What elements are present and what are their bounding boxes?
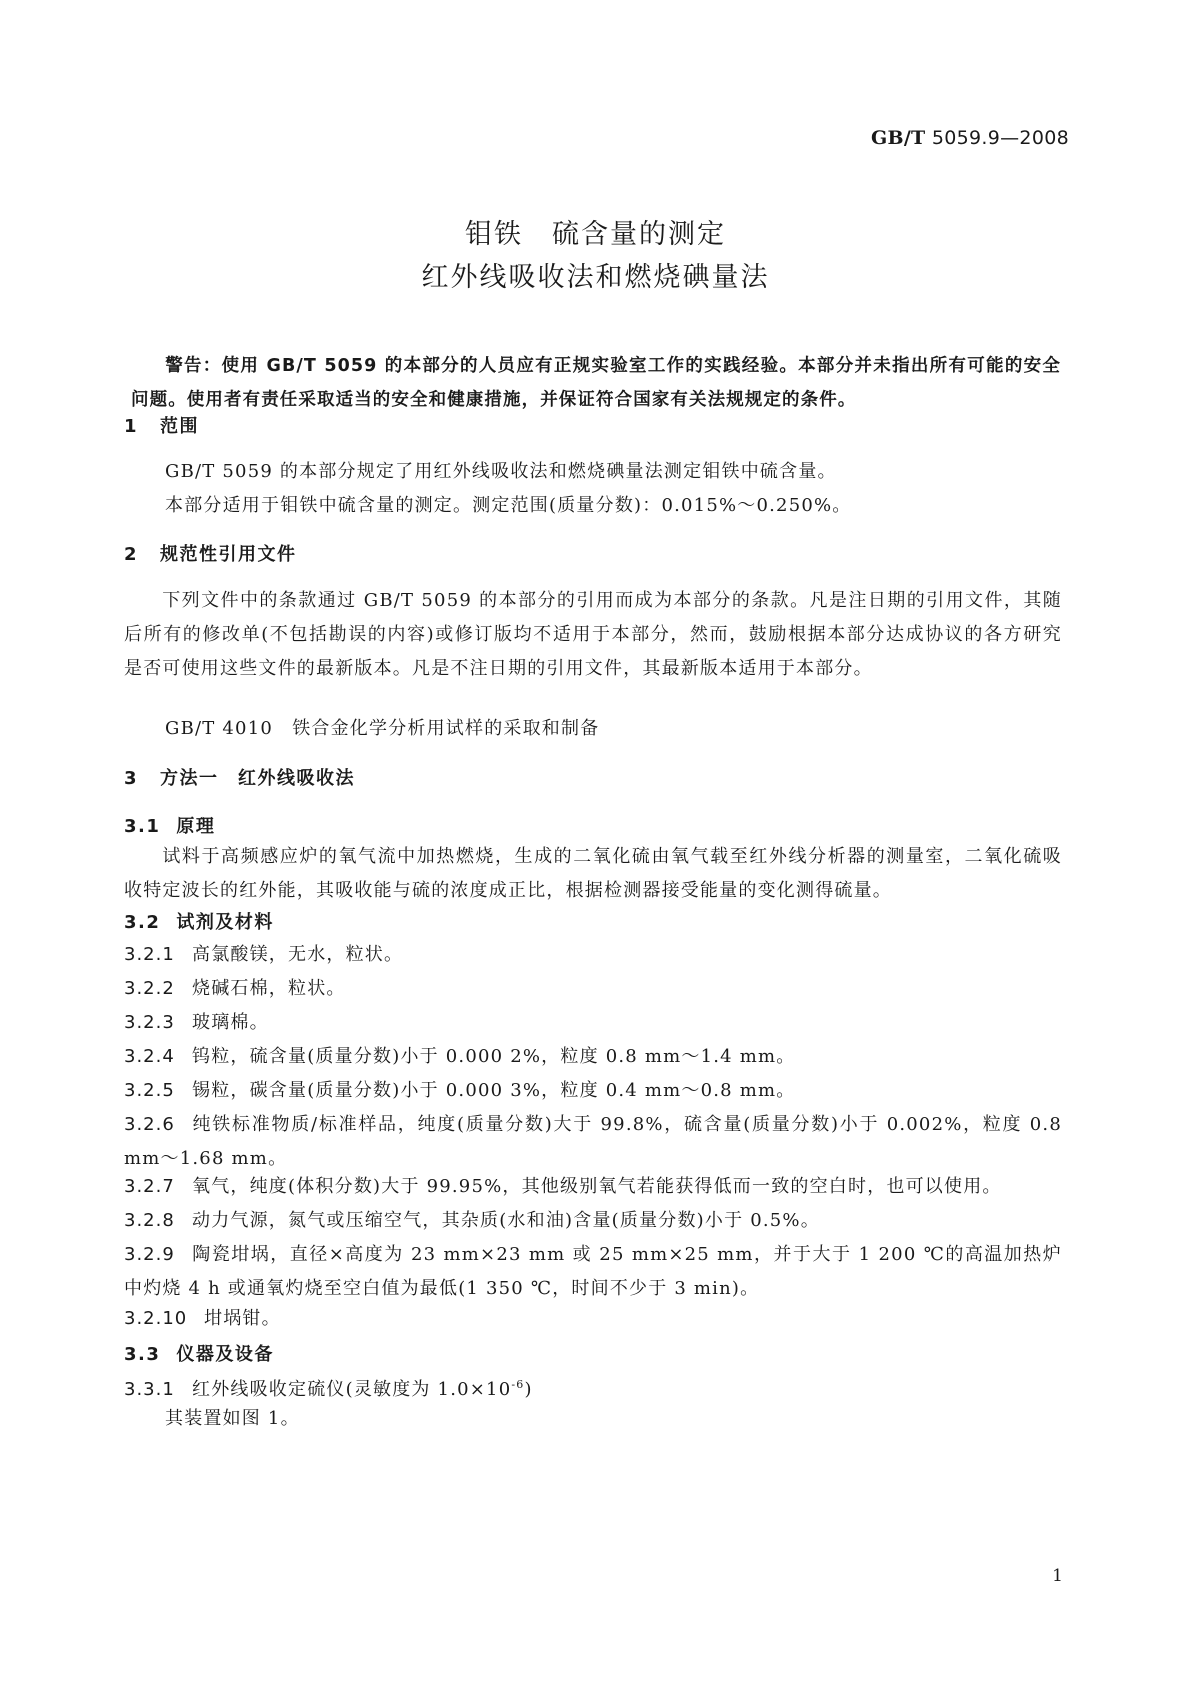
list-item (124, 1238, 1062, 1306)
list-item (124, 1006, 269, 1040)
subsection-3-3-heading (124, 1340, 274, 1366)
section-title: 方法一 红外线吸收法 (160, 768, 356, 789)
normative-reference: GB/T 4010 铁合金化学分析用试样的采取和制备 (165, 718, 600, 739)
page-number: 1 (1052, 1566, 1063, 1586)
item-text: 钨粒，硫含量(质量分数)小于 0.000 2%，粒度 0.8 mm～1.4 mm。 (192, 1046, 796, 1067)
item-text: 玻璃棉。 (192, 1012, 269, 1033)
item-number: 3.2.4 (124, 1046, 175, 1067)
item-text: 陶瓷坩埚，直径×高度为 23 mm×23 mm 或 25 mm×25 mm，并于大于 1 200 ℃的高温加热炉中灼烧 4 h 或通氧灼烧至空白值为最低(1 350 ℃，时间不少于 3 min)。 (124, 1244, 1062, 1299)
warning-text: 警告：使用 GB/T 5059 的本部分的人员应有正规实验室工作的实践经验。本部分并未指出所有可能的安全问题。使用者有责任采取适当的安全和健康措施，并保证符合国家有关法规规定的条件。 (131, 356, 1061, 410)
item-text: 动力气源，氮气或压缩空气，其杂质(水和油)含量(质量分数)小于 0.5%。 (192, 1210, 820, 1231)
list-item (124, 972, 346, 1006)
item-text: 锡粒，碳含量(质量分数)小于 0.000 3%，粒度 0.4 mm～0.8 mm。 (192, 1080, 796, 1101)
list-item (124, 938, 403, 972)
subsection-number: 3.3 (124, 1344, 161, 1365)
standard-code-prefix: GB/T (870, 127, 926, 149)
section-number: 2 (124, 544, 139, 565)
section-1-heading (124, 412, 199, 438)
exponent: -6 (511, 1378, 525, 1391)
item-number: 3.2.10 (124, 1308, 188, 1329)
item-number: 3.2.5 (124, 1080, 175, 1101)
item-text: 烧碱石棉，粒状。 (192, 978, 346, 999)
list-item (124, 1204, 1062, 1238)
subsection-title: 仪器及设备 (176, 1344, 274, 1365)
title-line-2: 红外线吸收法和燃烧碘量法 (421, 262, 770, 293)
item-number: 3.2.9 (124, 1244, 175, 1265)
section-number: 1 (124, 416, 139, 437)
subsection-number: 3.1 (124, 816, 161, 837)
list-item (124, 1040, 795, 1074)
item-text: 坩埚钳。 (204, 1308, 281, 1329)
list-item (124, 1170, 1062, 1204)
item-number: 3.2.8 (124, 1210, 175, 1231)
item-number: 3.2.3 (124, 1012, 175, 1033)
section-number: 3 (124, 768, 139, 789)
list-item (124, 1108, 1062, 1176)
item-text: 氧气，纯度(体积分数)大于 99.95%，其他级别氧气若能获得低而一致的空白时，也可以使用。 (192, 1176, 1002, 1197)
standard-code-number: 5059.9—2008 (925, 127, 1069, 149)
list-item (124, 1302, 281, 1336)
item-number: 3.2.2 (124, 978, 175, 999)
item-number: 3.3.1 (124, 1379, 175, 1400)
section-2-paragraph-text: 下列文件中的条款通过 GB/T 5059 的本部分的引用而成为本部分的条款。凡是注日期的引用文件，其随后所有的修改单(不包括勘误的内容)或修订版均不适用于本部分，然而，鼓励根据本部分达成协议的各方研究是否可使用这些文件的最新版本。凡是不注日期的引用文件，其最新版本适用于本部分。 (124, 590, 1062, 679)
section-1-paragraph-1: GB/T 5059 的本部分规定了用红外线吸收法和燃烧碘量法测定钼铁中硫含量。 (165, 461, 837, 482)
item-number: 3.2.1 (124, 944, 175, 965)
list-item (124, 1074, 795, 1108)
subsection-title: 原理 (176, 816, 216, 837)
subsection-3-1-heading (124, 812, 215, 838)
item-text: 红外线吸收定硫仪(灵敏度为 1.0×10 (192, 1379, 512, 1400)
section-2-paragraph-1 (124, 584, 1062, 686)
item-number: 3.2.7 (124, 1176, 175, 1197)
section-title: 范围 (160, 416, 200, 437)
section-3-heading (124, 764, 355, 790)
subsection-3-2-heading (124, 908, 274, 934)
item-number: 3.2.6 (124, 1114, 175, 1135)
section-1-paragraph-2: 本部分适用于钼铁中硫含量的测定。测定范围(质量分数)：0.015%～0.250%。 (165, 495, 852, 516)
title-line-1: 钼铁 硫含量的测定 (465, 219, 726, 250)
subsection-3-1-text: 试料于高频感应炉的氧气流中加热燃烧，生成的二氧化硫由氧气载至红外线分析器的测量室，二氧化硫吸收特定波长的红外能，其吸收能与硫的浓度成正比，根据检测器接受能量的变化测得硫量。 (124, 846, 1062, 901)
section-title: 规范性引用文件 (160, 544, 297, 565)
subsection-3-1-paragraph (124, 840, 1062, 908)
item-text: 纯铁标准物质/标准样品，纯度(质量分数)大于 99.8%，硫含量(质量分数)小于 0.002%，粒度 0.8 mm～1.68 mm。 (124, 1114, 1062, 1169)
item-text-close: ) (524, 1379, 533, 1400)
standard-code (871, 127, 1069, 149)
item-text: 高氯酸镁，无水，粒状。 (192, 944, 404, 965)
subsection-number: 3.2 (124, 912, 161, 933)
subsection-3-3-paragraph: 其装置如图 1。 (165, 1408, 300, 1429)
subsection-title: 试剂及材料 (176, 912, 274, 933)
warning-paragraph (131, 349, 1061, 417)
section-2-heading (124, 540, 297, 566)
